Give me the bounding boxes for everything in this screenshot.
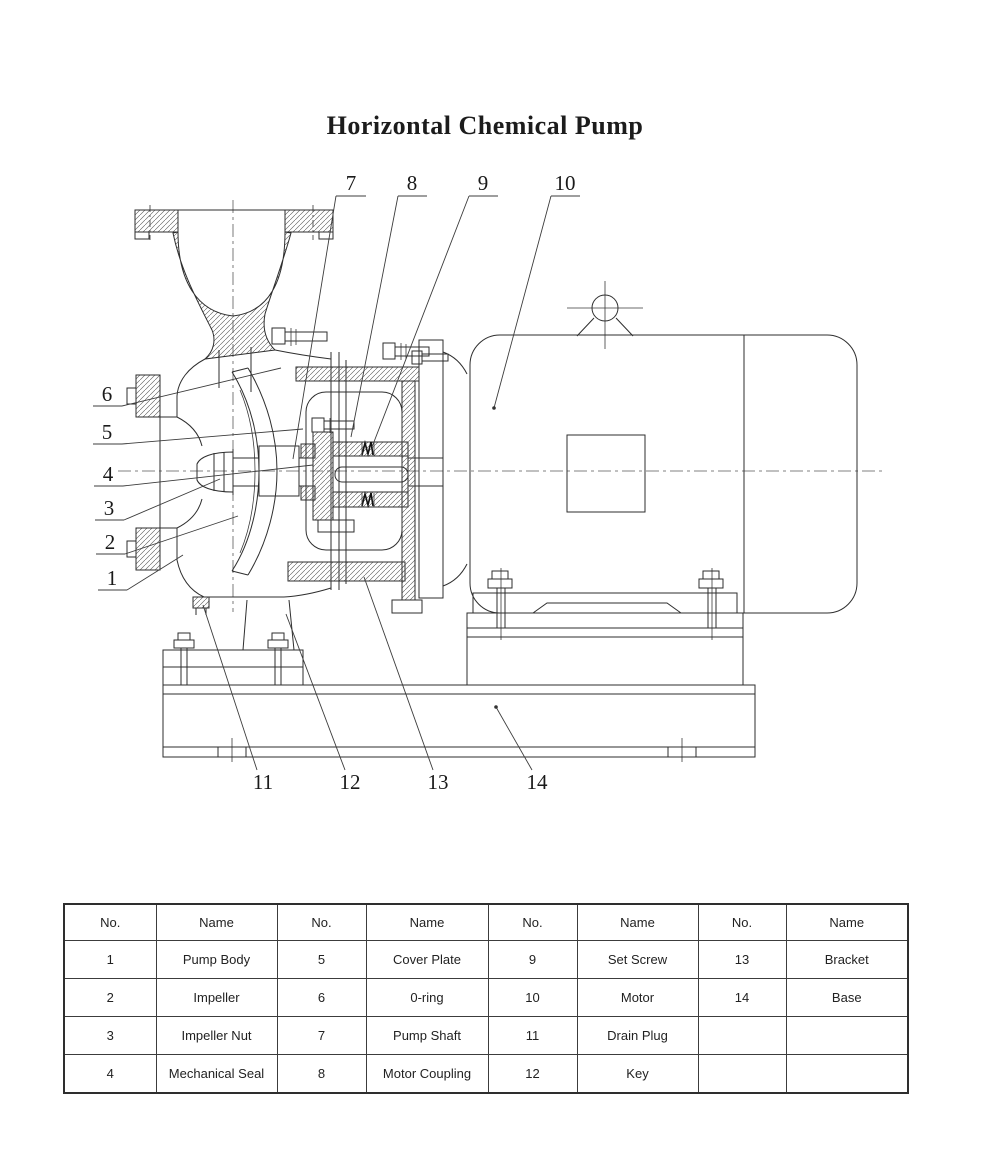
motor <box>419 295 857 628</box>
table-cell: Cover Plate <box>366 941 488 979</box>
table-cell: 11 <box>488 1017 577 1055</box>
table-cell: Mechanical Seal <box>156 1055 277 1094</box>
table-cell: 4 <box>64 1055 156 1094</box>
parts-table-row <box>64 1017 908 1055</box>
table-cell: 10 <box>488 979 577 1017</box>
table-cell: 5 <box>277 941 366 979</box>
callout-7: 7 <box>345 171 357 195</box>
casing-stud-bolt <box>272 328 327 346</box>
table-cell: Key <box>577 1055 698 1094</box>
callout-3: 3 <box>103 496 115 520</box>
parts-table-header-row <box>64 904 908 941</box>
callout-12: 12 <box>339 770 361 794</box>
base-plate <box>163 685 755 757</box>
table-cell: 1 <box>64 941 156 979</box>
discharge-flange-right <box>285 210 333 232</box>
table-cell: Motor <box>577 979 698 1017</box>
table-cell: Bracket <box>786 941 908 979</box>
table-cell: Set Screw <box>577 941 698 979</box>
callout-11: 11 <box>252 770 274 794</box>
discharge-flange-left <box>135 210 178 232</box>
parts-table-row <box>64 1055 908 1094</box>
motor-feet <box>473 571 737 628</box>
drain-plug <box>193 597 209 615</box>
table-cell: 7 <box>277 1017 366 1055</box>
junction-box <box>567 435 645 512</box>
table-cell <box>698 1055 786 1094</box>
table-cell <box>698 1017 786 1055</box>
callout-13: 13 <box>427 770 449 794</box>
header-cell: No. <box>698 904 786 941</box>
table-cell: 0-ring <box>366 979 488 1017</box>
callout-2: 2 <box>104 530 116 554</box>
callout-1: 1 <box>106 566 118 590</box>
cover-boss-bolt <box>312 418 354 433</box>
table-cell: Pump Shaft <box>366 1017 488 1055</box>
volute-inlet-wall <box>173 232 291 359</box>
table-cell <box>786 1055 908 1094</box>
motor-body <box>470 335 857 613</box>
header-cell: Name <box>156 904 277 941</box>
table-cell: 14 <box>698 979 786 1017</box>
table-cell: Motor Coupling <box>366 1055 488 1094</box>
header-cell: Name <box>577 904 698 941</box>
parts-table-row <box>64 979 908 1017</box>
table-cell: 13 <box>698 941 786 979</box>
table-cell: 3 <box>64 1017 156 1055</box>
callout-8: 8 <box>406 171 418 195</box>
table-cell: Impeller <box>156 979 277 1017</box>
table-cell: 6 <box>277 979 366 1017</box>
pump-foot <box>163 633 303 685</box>
suction-flange <box>127 375 160 570</box>
callout-6: 6 <box>101 382 113 406</box>
parts-table-row <box>64 941 908 979</box>
header-cell: Name <box>366 904 488 941</box>
motor-coupling <box>313 432 408 532</box>
table-cell: Impeller Nut <box>156 1017 277 1055</box>
drawing-title: Horizontal Chemical Pump <box>326 111 644 140</box>
table-cell: 12 <box>488 1055 577 1094</box>
header-cell: No. <box>277 904 366 941</box>
table-cell: Drain Plug <box>577 1017 698 1055</box>
callout-14: 14 <box>526 770 548 794</box>
leader-lines <box>93 196 580 770</box>
impeller-nut <box>197 449 233 495</box>
table-cell: 2 <box>64 979 156 1017</box>
table-cell: Pump Body <box>156 941 277 979</box>
motor-support-block <box>467 613 743 685</box>
table-cell <box>786 1017 908 1055</box>
motor-flange-plate <box>419 340 443 598</box>
table-cell: 8 <box>277 1055 366 1094</box>
table-cell: Base <box>786 979 908 1017</box>
callout-5: 5 <box>101 420 113 444</box>
callout-4: 4 <box>102 462 114 486</box>
pump-body <box>127 210 333 650</box>
header-cell: No. <box>488 904 577 941</box>
table-cell: 9 <box>488 941 577 979</box>
bracket-motor-bolt <box>383 343 448 364</box>
header-cell: No. <box>64 904 156 941</box>
callout-9: 9 <box>477 171 489 195</box>
parts-table <box>63 903 909 1094</box>
impeller <box>232 368 299 575</box>
callout-10: 10 <box>554 171 576 195</box>
header-cell: Name <box>786 904 908 941</box>
